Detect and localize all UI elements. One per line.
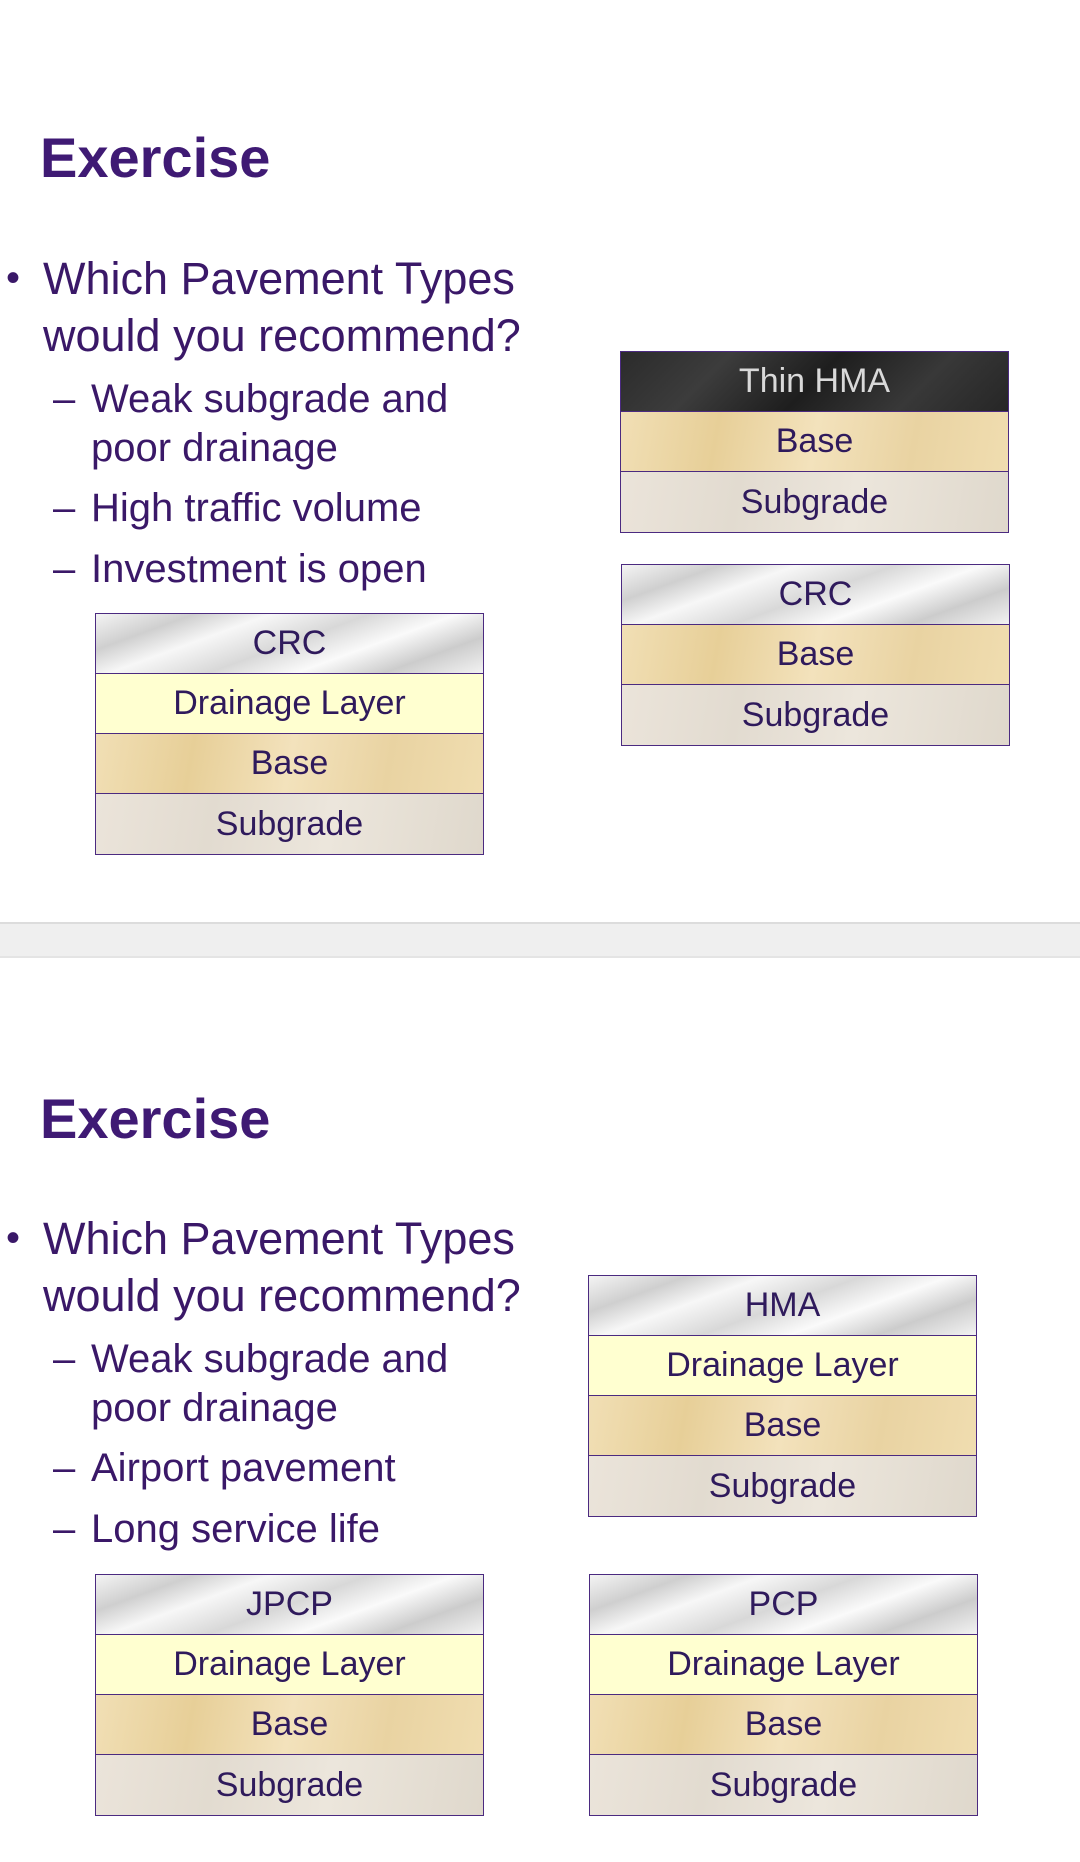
pavement-stack-jpcp: [95, 1574, 484, 1816]
layer-subgrade: Subgrade: [622, 685, 1009, 745]
condition-text: Airport pavement: [91, 1446, 396, 1490]
condition-text: Weak subgrade and poor drainage: [91, 377, 449, 470]
question-text: Which Pavement Types would you recommend?: [43, 253, 521, 361]
bullet-icon: •: [6, 1216, 21, 1260]
slide-2: [0, 958, 1080, 1862]
layer-surface: PCP: [590, 1575, 977, 1635]
question-text: Which Pavement Types would you recommend?: [43, 1213, 521, 1321]
layer-surface: HMA: [589, 1276, 976, 1336]
layer-drainage: Drainage Layer: [589, 1336, 976, 1396]
pavement-stack-thin-hma: [620, 351, 1009, 533]
slide-title: Exercise: [40, 126, 271, 189]
pavement-stack-hma: [588, 1275, 977, 1517]
layer-base: Base: [590, 1695, 977, 1755]
condition-text: Weak subgrade and poor drainage: [91, 1337, 449, 1430]
pavement-stack-crc-drainage: [95, 613, 484, 855]
layer-subgrade: Subgrade: [96, 794, 483, 854]
layer-base: Base: [96, 734, 483, 794]
layer-surface: CRC: [96, 614, 483, 674]
dash-icon: –: [53, 1507, 76, 1551]
dash-icon: –: [53, 486, 76, 530]
condition-text: Investment is open: [91, 547, 427, 591]
layer-subgrade: Subgrade: [621, 472, 1008, 532]
layer-subgrade: Subgrade: [96, 1755, 483, 1815]
layer-drainage: Drainage Layer: [590, 1635, 977, 1695]
condition-text: Long service life: [91, 1507, 381, 1551]
dash-icon: –: [53, 547, 76, 591]
layer-base: Base: [589, 1396, 976, 1456]
layer-subgrade: Subgrade: [589, 1456, 976, 1516]
layer-surface: CRC: [622, 565, 1009, 625]
layer-subgrade: Subgrade: [590, 1755, 977, 1815]
dash-icon: –: [53, 377, 76, 421]
pavement-stack-crc: [621, 564, 1010, 746]
dash-icon: –: [53, 1446, 76, 1490]
layer-surface: Thin HMA: [621, 352, 1008, 412]
slide-1: [0, 0, 1080, 922]
pavement-stack-pcp: [589, 1574, 978, 1816]
condition-text: High traffic volume: [91, 486, 422, 530]
slide-title: Exercise: [40, 1087, 271, 1150]
bullet-icon: •: [6, 256, 21, 300]
layer-surface: JPCP: [96, 1575, 483, 1635]
layer-drainage: Drainage Layer: [96, 674, 483, 734]
dash-icon: –: [53, 1337, 76, 1381]
layer-base: Base: [96, 1695, 483, 1755]
layer-drainage: Drainage Layer: [96, 1635, 483, 1695]
layer-base: Base: [621, 412, 1008, 472]
layer-base: Base: [622, 625, 1009, 685]
slide-divider: [0, 922, 1080, 958]
